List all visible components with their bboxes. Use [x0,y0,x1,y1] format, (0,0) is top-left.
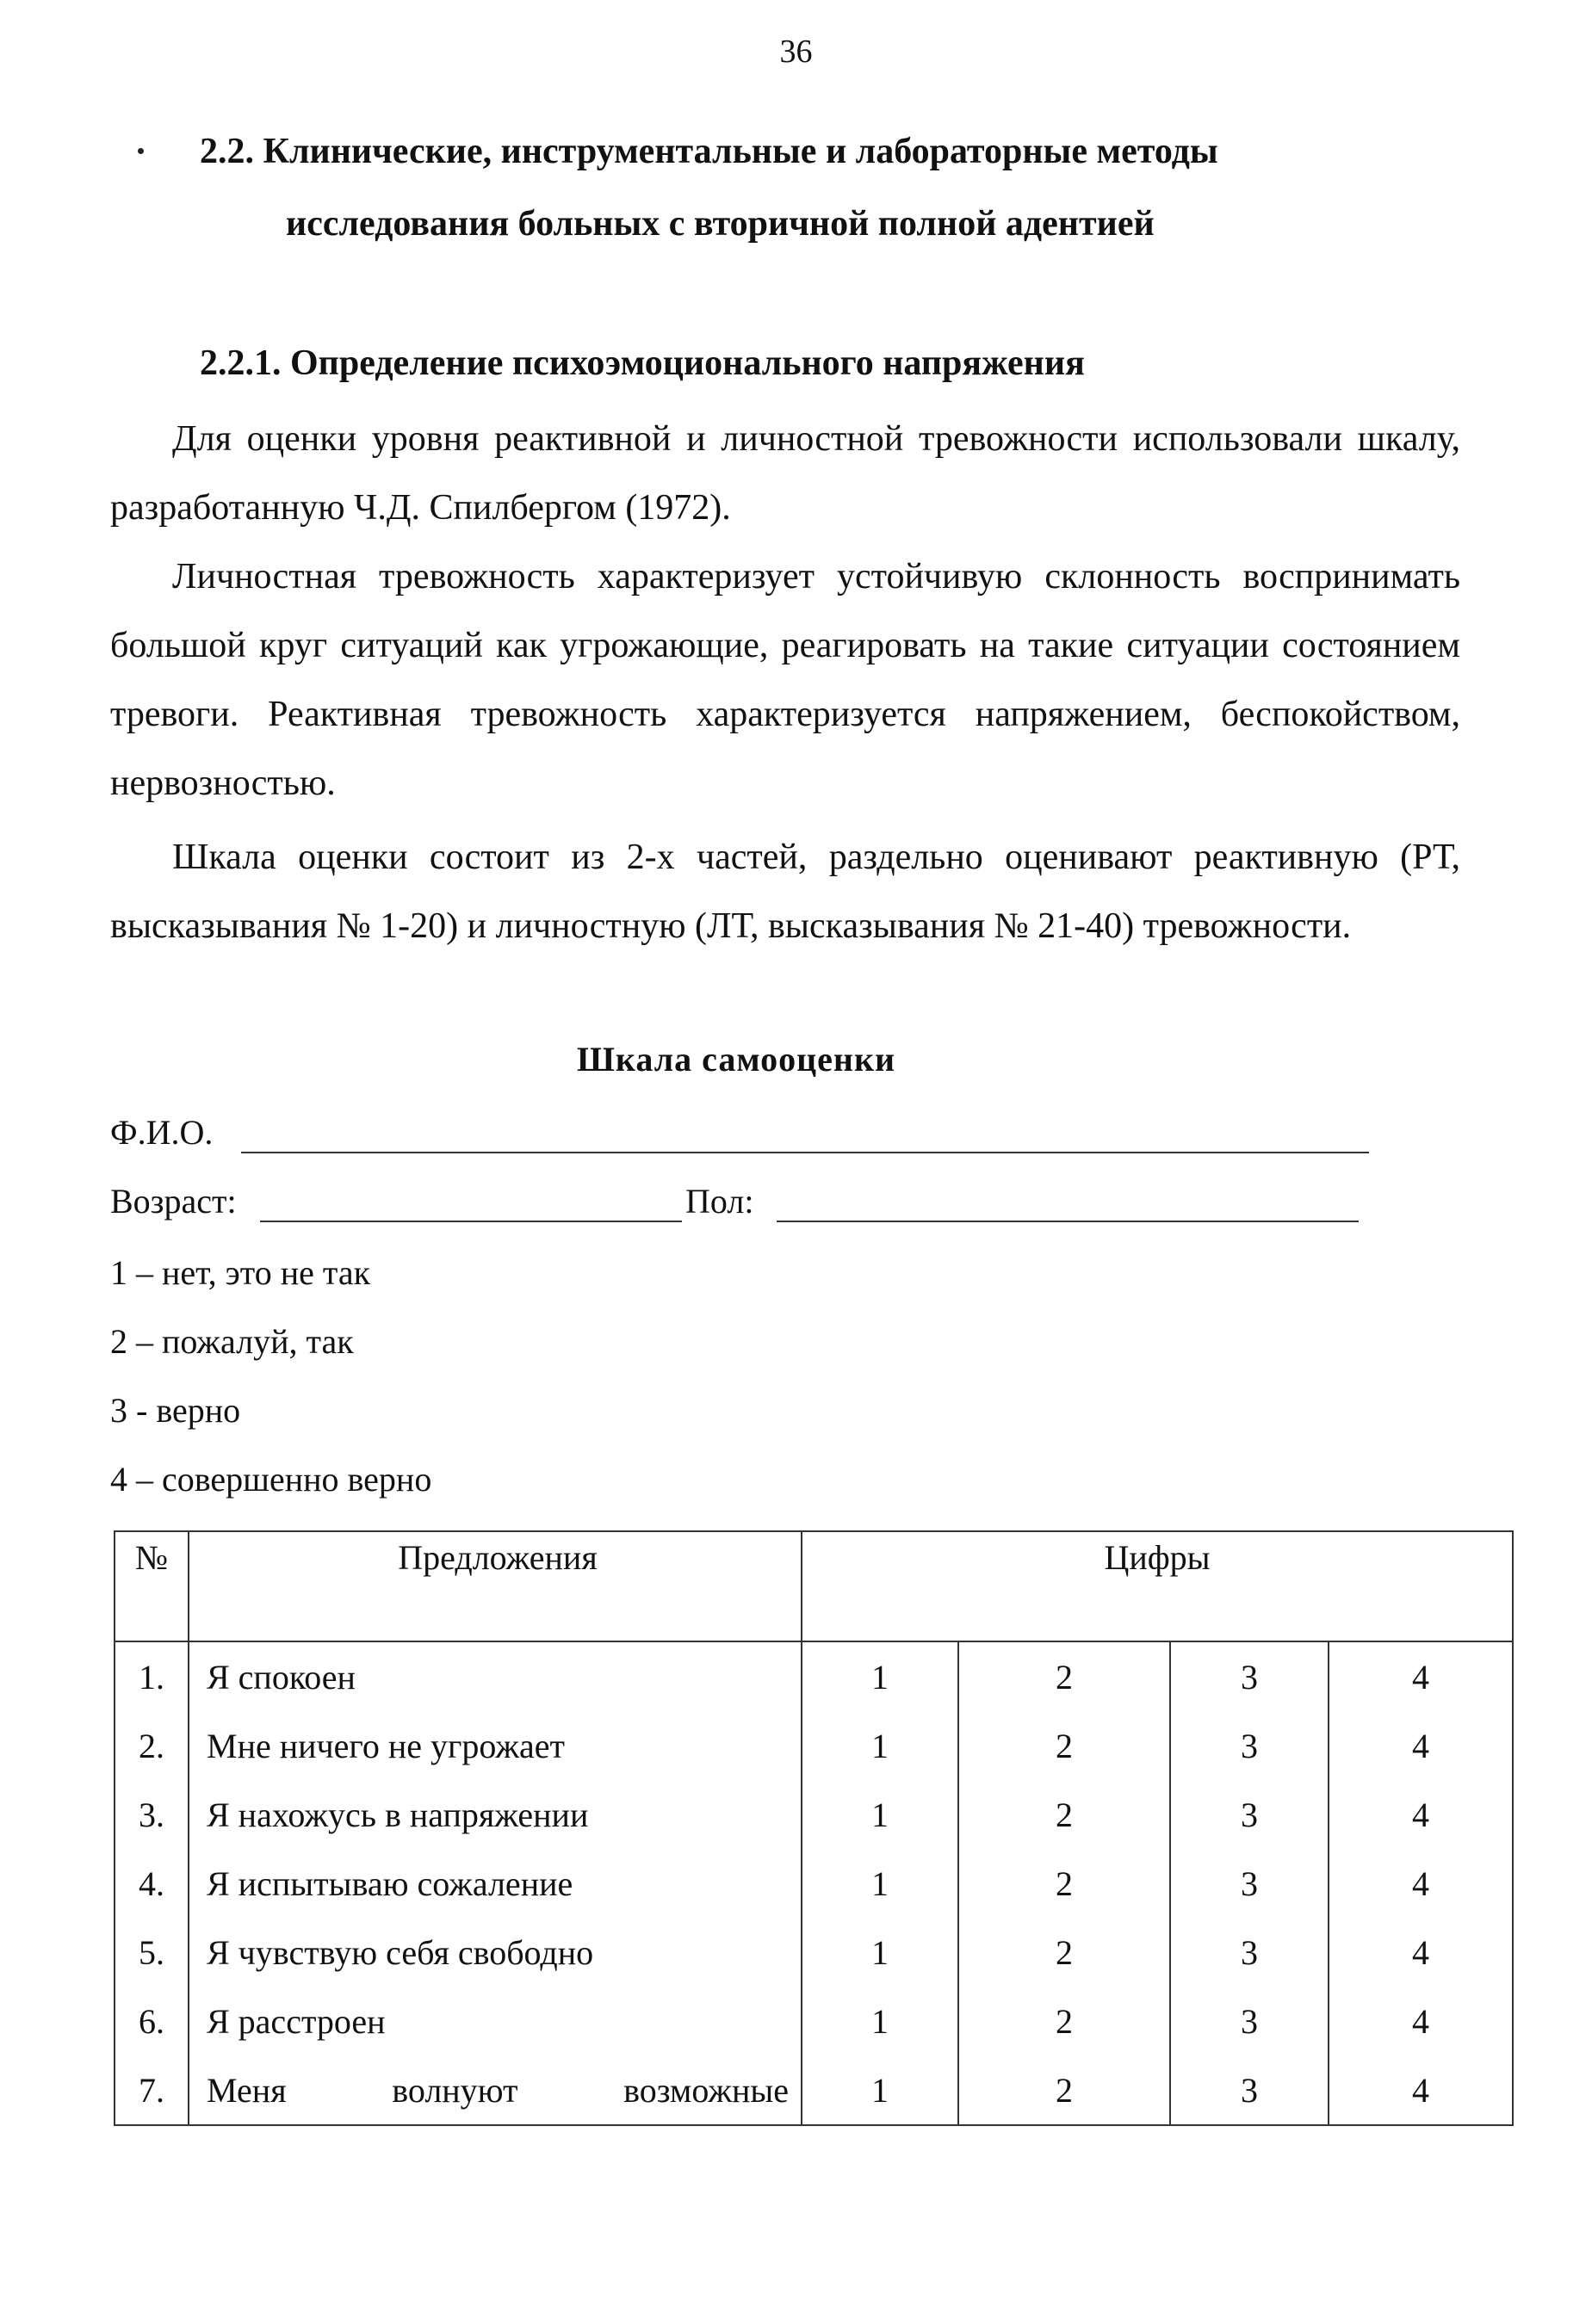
value-option-2[interactable]: 2 [958,1641,1170,1711]
header-number: № [115,1531,189,1641]
paragraph-block-2 [110,542,1460,818]
row-statement: Меня волнуют возможные [189,2055,802,2125]
value-option-3[interactable]: 3 [1170,1918,1329,1987]
paragraph-block-3 [110,823,1460,961]
row-number: 6. [115,1987,189,2055]
value-option-4[interactable]: 4 [1329,1849,1513,1918]
row-number: 3. [115,1780,189,1849]
bullet-mark [138,148,144,154]
row-statement: Я испытываю сожаление [189,1849,802,1918]
paragraph-method: Для оценки уровня реактивной и личностной тревожности использовали шкалу, разработанную Ч.Д. Спилбергом (1972). [110,419,1460,528]
row-statement: Я спокоен [189,1641,802,1711]
age-label: Возраст: [110,1182,237,1221]
page-number: 36 [779,34,813,70]
value-option-4[interactable]: 4 [1329,1641,1513,1711]
value-option-2[interactable]: 2 [958,1918,1170,1987]
value-option-3[interactable]: 3 [1170,2055,1329,2125]
table-header-row [115,1531,1513,1641]
value-option-2[interactable]: 2 [958,2055,1170,2125]
value-option-3[interactable]: 3 [1170,1780,1329,1849]
value-option-4[interactable]: 4 [1329,1987,1513,2055]
paragraph-anxiety-definition: Личностная тревожность характеризует устойчивую склонность воспринимать большой круг ситуаций как угрожающие, реагировать на такие ситуации состоянием тревоги. Реактивная тревожность характеризуется напряжением, беспокойством, нервозностью. [110,557,1460,803]
paragraph-block-1 [110,405,1460,542]
value-option-3[interactable]: 3 [1170,1711,1329,1780]
fio-field-line [241,1152,1369,1153]
row-statement: Я чувствую себя свободно [189,1918,802,1987]
table-row [115,1711,1513,1780]
header-values: Цифры [802,1531,1513,1641]
section-heading-line-2: исследования больных с вторичной полной адентией [286,204,1155,244]
form-title: Шкала самооценки [576,1040,896,1079]
value-option-1[interactable]: 1 [802,1987,958,2055]
row-statement: Мне ничего не угрожает [189,1711,802,1780]
value-option-3[interactable]: 3 [1170,1987,1329,2055]
value-option-1[interactable]: 1 [802,1918,958,1987]
table-row [115,1987,1513,2055]
row-number: 5. [115,1918,189,1987]
value-option-4[interactable]: 4 [1329,1780,1513,1849]
table-row [115,1641,1513,1711]
self-assessment-table [114,1530,1514,2126]
value-option-1[interactable]: 1 [802,1641,958,1711]
value-option-2[interactable]: 2 [958,1711,1170,1780]
table-row [115,1849,1513,1918]
value-option-4[interactable]: 4 [1329,1918,1513,1987]
section-heading-line-1: 2.2. Клинические, инструментальные и лабораторные методы [200,132,1218,171]
legend-item: 1 – нет, это не так [110,1253,371,1292]
table-row [115,1918,1513,1987]
value-option-1[interactable]: 1 [802,1849,958,1918]
value-option-1[interactable]: 1 [802,2055,958,2125]
age-field-line [260,1221,682,1222]
row-number: 7. [115,2055,189,2125]
value-option-2[interactable]: 2 [958,1849,1170,1918]
row-number: 2. [115,1711,189,1780]
value-option-3[interactable]: 3 [1170,1641,1329,1711]
value-option-1[interactable]: 1 [802,1711,958,1780]
value-option-4[interactable]: 4 [1329,1711,1513,1780]
row-statement: Я расстроен [189,1987,802,2055]
sex-field-line [777,1221,1359,1222]
row-statement: Я нахожусь в напряжении [189,1780,802,1849]
sex-label: Пол: [685,1182,754,1221]
table-row [115,2055,1513,2125]
table-row [115,1780,1513,1849]
legend-item: 3 - верно [110,1391,241,1430]
row-number: 4. [115,1849,189,1918]
value-option-3[interactable]: 3 [1170,1849,1329,1918]
value-option-4[interactable]: 4 [1329,2055,1513,2125]
row-number: 1. [115,1641,189,1711]
paragraph-scale-structure: Шкала оценки состоит из 2-х частей, раздельно оценивают реактивную (РТ, высказывания № 1-20) и личностную (ЛТ, высказывания № 21-40) тревожности. [110,838,1460,946]
header-statements: Предложения [189,1531,802,1641]
subsection-heading: 2.2.1. Определение психоэмоционального напряжения [200,343,1085,383]
legend-item: 2 – пожалуй, так [110,1322,354,1361]
value-option-2[interactable]: 2 [958,1987,1170,2055]
legend-item: 4 – совершенно верно [110,1460,432,1499]
value-option-2[interactable]: 2 [958,1780,1170,1849]
fio-label: Ф.И.О. [110,1113,214,1152]
value-option-1[interactable]: 1 [802,1780,958,1849]
